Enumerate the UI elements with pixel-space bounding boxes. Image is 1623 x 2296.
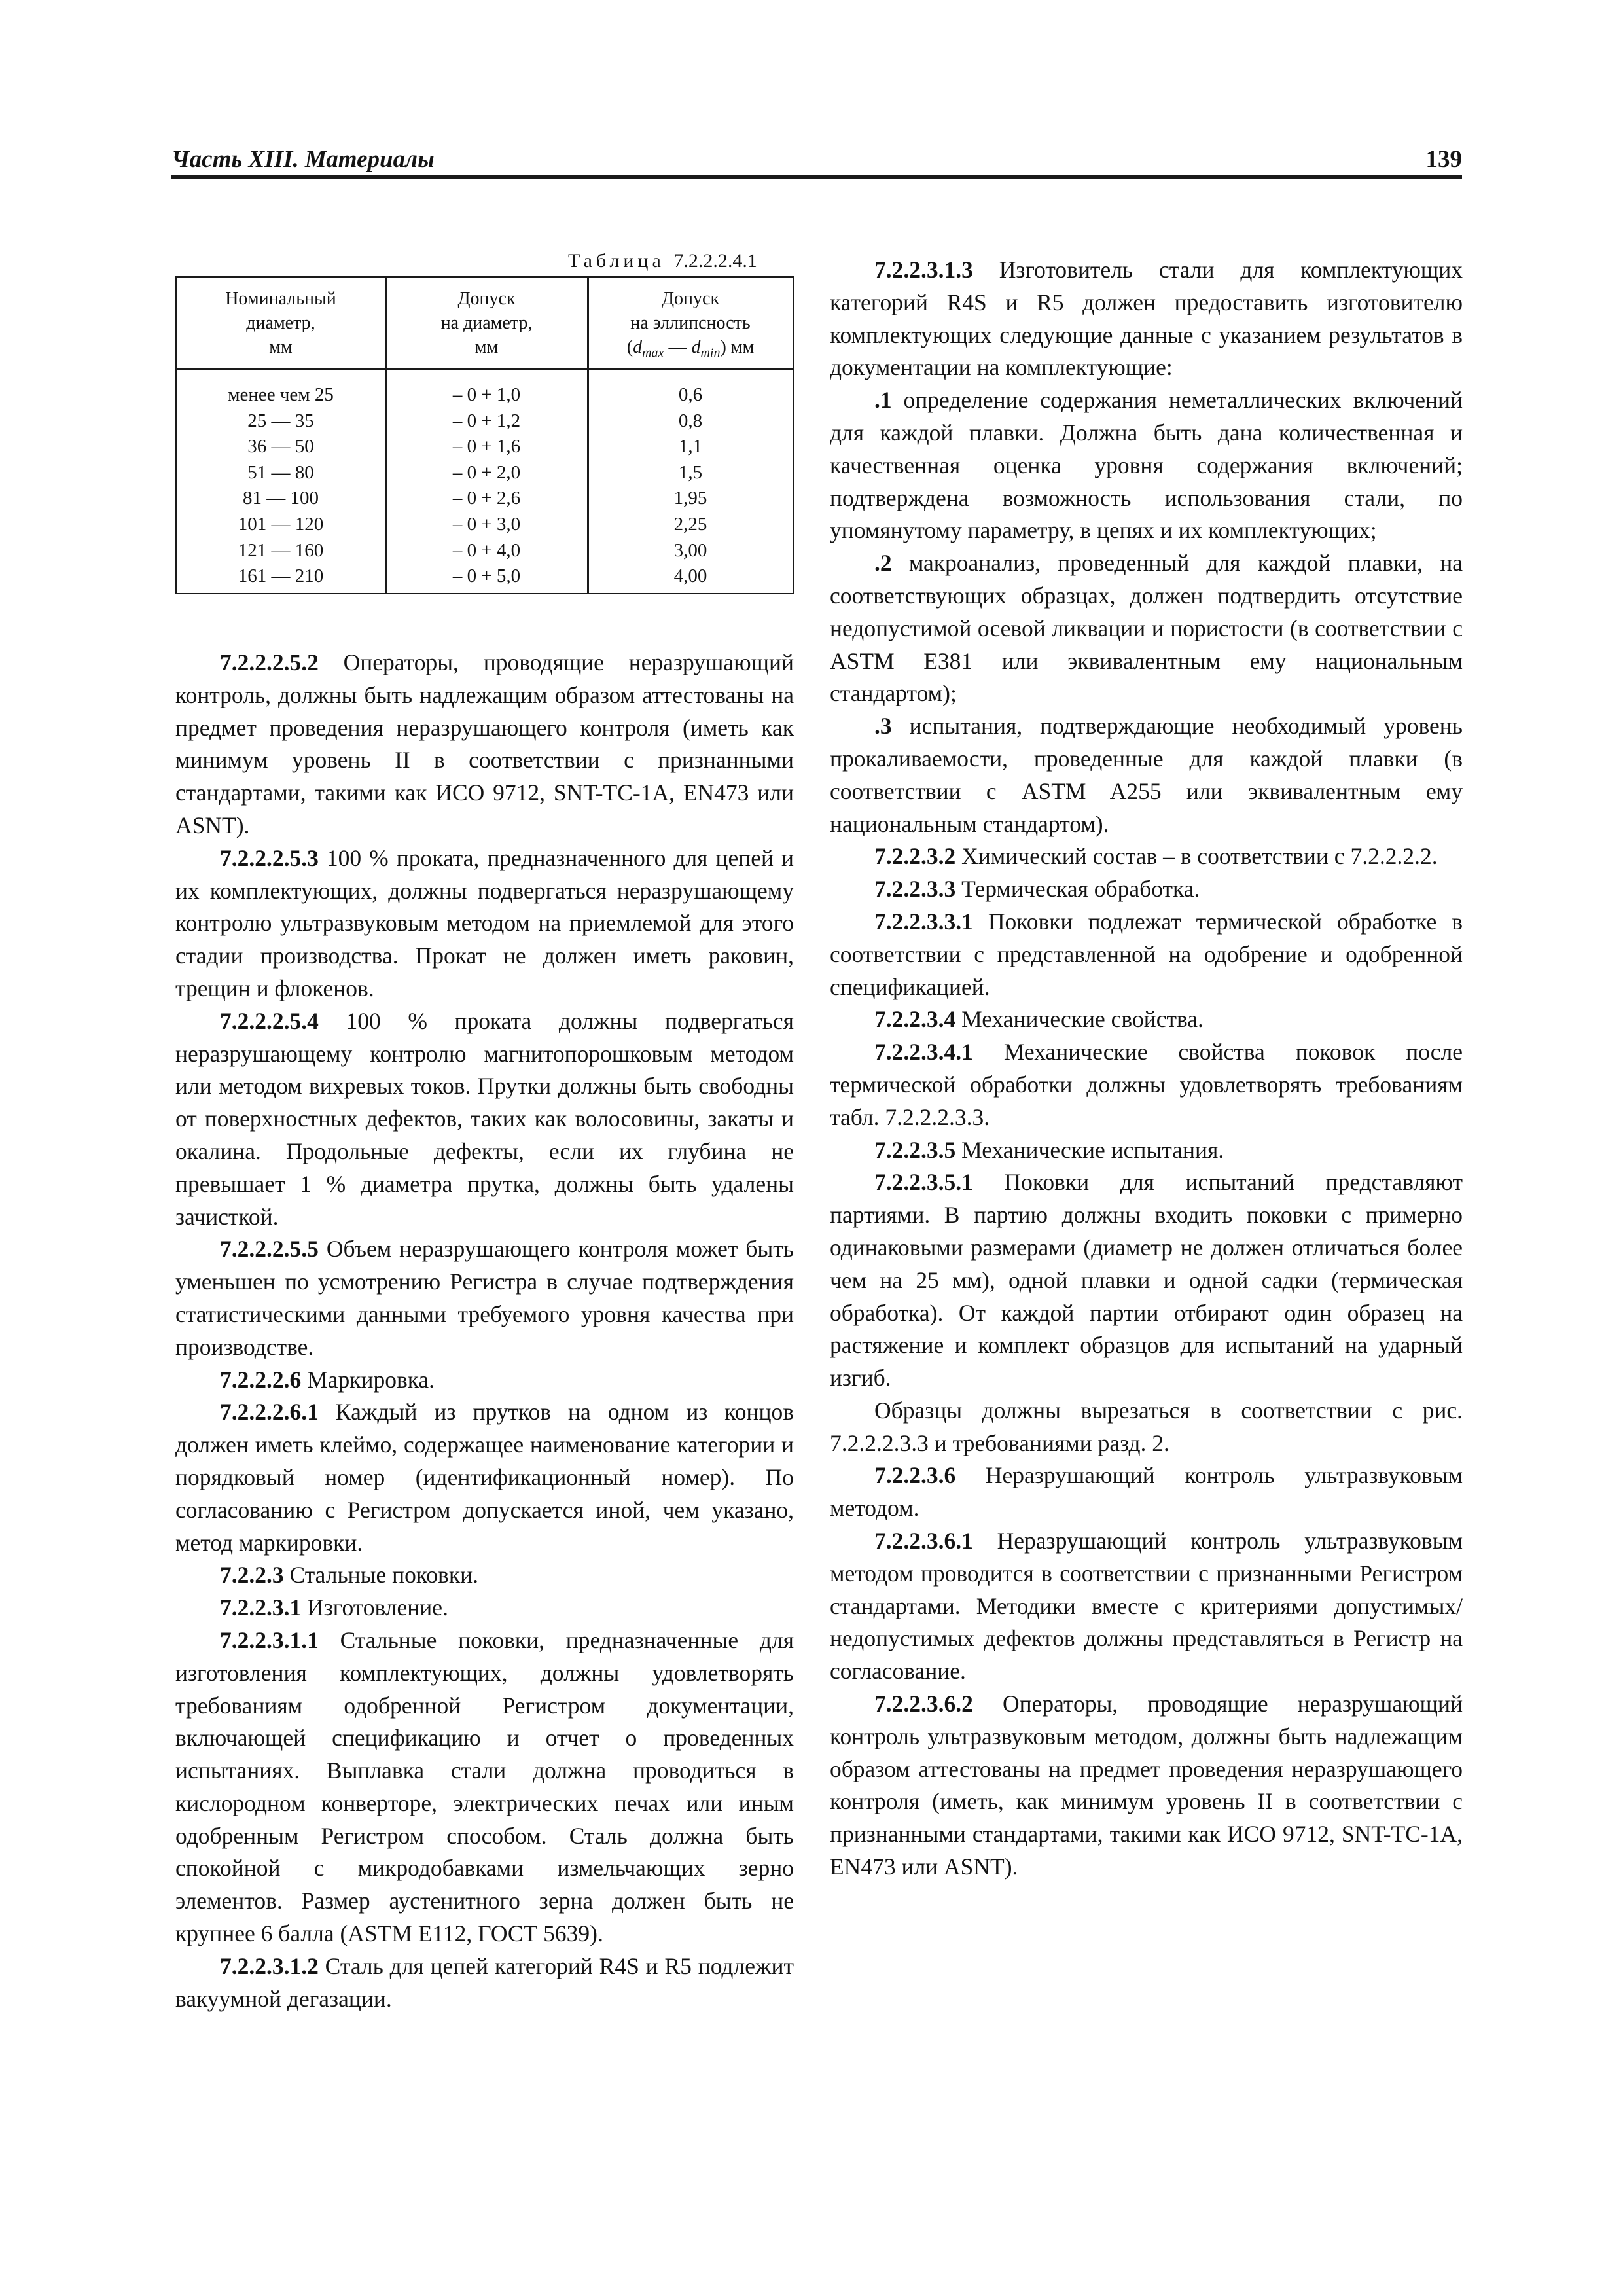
paragraph (830, 1003, 1463, 1036)
paragraph-text: Химический состав – в соответствии с 7.2.2.2.2. (955, 843, 1438, 870)
paragraph (175, 647, 794, 842)
table-caption-word: Таблица (568, 250, 665, 272)
table-cell: 0,8 (678, 410, 703, 431)
paragraph-text: определение содержания неметаллических включений для каждой плавки. Должна быть дана количественная и качественная оценка уровня содержания включений; подтверждена возможность использования стали, по упомянутому параметру, в цепях и их комплектующих; (830, 387, 1463, 544)
table-cell: 51 — 80 (247, 461, 314, 483)
paragraph-text: Операторы, проводящие неразрушающий контроль ультразвуковым методом, должны быть надлежащим образом аттестованы на предмет проведения неразрушающего контроля (иметь, как минимум уровень II в соответствии с признанными стандартами, такими как ИСО 9712, SNT-TC-1A, EN473 или ASNT). (830, 1691, 1463, 1880)
paragraph-text: Изготовитель стали для комплектующих категорий R4S и R5 должен предоставить изготовителю комплектующих следующие данные с указанием результатов в документации на комплектующие: (830, 257, 1463, 381)
table-cell: 161 — 210 (238, 565, 324, 587)
clause-number: 7.2.2.2.5.5 (220, 1236, 319, 1263)
table-cell: – 0 + 1,0 (452, 384, 521, 405)
paragraph-text: Неразрушающий контроль ультразвуковым методом. (830, 1462, 1463, 1522)
table-cell: 2,25 (673, 513, 707, 535)
paragraph (830, 384, 1463, 547)
paragraph-text: испытания, подтверждающие необходимый уровень прокаливаемости, проведенные для каждой плавки (в соответствии с ASTM A255 или эквивалентным ему национальным стандартом). (830, 713, 1463, 837)
table-cell: 1,1 (678, 436, 703, 457)
paragraph (175, 1233, 794, 1363)
paragraph (175, 1592, 794, 1624)
header-line: на эллипсность (630, 313, 751, 333)
header-line: мм (474, 337, 499, 357)
paragraph-text: Стальные поковки, предназначенные для изготовления комплектующих, должны удовлетворять требованиям одобренной Регистром документации, включающей спецификацию и отчет о проведенных испытаниях. Выплавка стали должна проводиться в кислородном конверторе, электрических печах или иным одобренным Регистром способом. Сталь должна быть спокойной с микродобавками измельчающих зерно элементов. Размер аустенитного зерна должен быть не крупнее 6 балла (ASTM E112, ГОСТ 5639). (175, 1626, 794, 1947)
clause-number: 7.2.2.3.1.3 (874, 257, 973, 283)
clause-number: 7.2.2.3.1.2 (220, 1952, 319, 1979)
header-line: на диаметр, (440, 313, 533, 333)
clause-number: 7.2.2.3.1.1 (220, 1626, 319, 1653)
clause-number: 7.2.2.2.5.4 (220, 1007, 319, 1034)
paragraph (830, 1525, 1463, 1688)
paragraph (830, 906, 1463, 1003)
table-cell: – 0 + 2,0 (452, 461, 521, 483)
paragraph-text: Термическая обработка. (955, 876, 1200, 903)
table-header-tolerance (386, 287, 587, 359)
table-column-diameter (177, 382, 385, 590)
paragraph-text: Механические свойства. (955, 1006, 1204, 1033)
header-line: мм (269, 337, 293, 357)
paragraph (175, 1559, 794, 1592)
paragraph-text: Образцы должны вырезаться в соответствии с рис. 7.2.2.2.3.3 и требованиями разд. 2. (830, 1397, 1463, 1456)
paragraph (830, 1688, 1463, 1884)
header-line: Допуск (457, 289, 516, 309)
paragraph (830, 840, 1463, 873)
table-header-ellipticity (588, 287, 793, 366)
paragraph-text: 100 % проката должны подвергаться неразрушающему контролю магнитопорошковым методом или методом вихревых токов. Прутки должны быть свободны от поверхностных дефектов, таких как волосовины, закаты и окалина. Продольные дефекты, если их глубина не превышает 1 % диаметра прутка, должны быть удалены зачисткой. (175, 1007, 794, 1230)
table-cell: 36 — 50 (247, 436, 314, 457)
clause-number: 7.2.2.3.5 (874, 1136, 956, 1163)
paragraph-text: Операторы, проводящие неразрушающий контроль, должны быть надлежащим образом аттестованы на предмет проведения неразрушающего контроля (иметь как минимум уровень II в соответствии с признанными стандартами, такими как ИСО 9712, SNT-TC-1A, EN473 или ASNT). (175, 649, 794, 838)
clause-number: 7.2.2.3.3.1 (874, 908, 973, 935)
clause-number: .1 (874, 387, 892, 414)
table-cell: – 0 + 1,2 (452, 410, 521, 431)
clause-number: 7.2.2.2.5.2 (220, 649, 319, 675)
right-column (830, 254, 1463, 1884)
table-cell: 1,5 (678, 461, 703, 483)
paragraph-text: Неразрушающий контроль ультразвуковым методом проводится в соответствии с признанными Регистром стандартами. Методики вместе с критериями допустимых/недопустимых дефектов должны представляться в Регистр на согласование. (830, 1528, 1463, 1685)
table-cell: 4,00 (673, 565, 707, 587)
table-cell: – 0 + 3,0 (452, 513, 521, 535)
table-cell: менее чем 25 (228, 384, 334, 405)
clause-number: 7.2.2.3.5.1 (874, 1169, 973, 1196)
table-column-tolerance (386, 382, 587, 590)
page-number: 139 (1425, 146, 1462, 173)
header-formula: ($d_{max}$ — $d_{min}$) мм (626, 337, 755, 361)
table-header-diameter (177, 287, 385, 359)
paragraph (830, 1166, 1463, 1395)
paragraph (830, 1036, 1463, 1134)
table-cell: – 0 + 1,6 (452, 436, 521, 457)
paragraph (830, 710, 1463, 840)
left-column (175, 647, 794, 2015)
clause-number: 7.2.2.2.6.1 (220, 1399, 319, 1426)
paragraph (175, 1950, 794, 2016)
table-cell: 101 — 120 (238, 513, 324, 535)
table-cell: – 0 + 4,0 (452, 539, 521, 561)
table-caption (568, 250, 757, 272)
table-cell: – 0 + 5,0 (452, 565, 521, 587)
paragraph (175, 1005, 794, 1234)
paragraph (830, 873, 1463, 906)
paragraph-text: Механические свойства поковок после термической обработки должны удовлетворять требованиям табл. 7.2.2.2.3.3. (830, 1039, 1463, 1130)
paragraph-text: Поковки для испытаний представляют партиями. В партию должны входить поковки с примерно одинаковыми размерами (диаметр не должен отличаться более чем на 25 мм), одной плавки и одной садки (термическая обработка). От каждой партии отбирают один образец на растяжение и комплект образцов для испытаний на ударный изгиб. (830, 1169, 1463, 1391)
clause-number: 7.2.2.3.1 (220, 1594, 302, 1621)
paragraph-text: Механические испытания. (955, 1136, 1224, 1163)
paragraph-text: Сталь для цепей категорий R4S и R5 подлежит вакуумной дегазации. (175, 1952, 794, 2012)
paragraph (175, 1364, 794, 1397)
table-cell: 81 — 100 (243, 488, 319, 509)
clause-number: 7.2.2.3 (220, 1562, 284, 1588)
table-header-rule (177, 368, 793, 370)
header-line: Допуск (661, 289, 720, 309)
clause-number: 7.2.2.3.4.1 (874, 1039, 973, 1066)
paragraph-text: Поковки подлежат термической обработке в соответствии с представленной на одобрение и одобренной спецификацией. (830, 908, 1463, 1000)
table-cell: 0,6 (678, 384, 703, 405)
paragraph-text: Каждый из прутков на одном из концов должен иметь клеймо, содержащее наименование категории и порядковый номер (идентификационный номер). По согласованию с Регистром допускается иной, чем указано, метод маркировки. (175, 1399, 794, 1556)
tolerance-table (175, 276, 794, 594)
header-rule (171, 175, 1462, 179)
table-cell: – 0 + 2,6 (452, 488, 521, 509)
paragraph (830, 1395, 1463, 1460)
paragraph-text: Маркировка. (301, 1366, 435, 1393)
header-line: Номинальный (225, 289, 336, 309)
clause-number: 7.2.2.3.4 (874, 1006, 956, 1033)
paragraph (830, 547, 1463, 710)
clause-number: 7.2.2.2.6 (220, 1366, 302, 1393)
clause-number: .2 (874, 550, 892, 577)
clause-number: 7.2.2.3.2 (874, 843, 956, 870)
paragraph-text: Изготовление. (301, 1594, 448, 1621)
paragraph (830, 1460, 1463, 1525)
clause-number: 7.2.2.2.5.3 (220, 844, 319, 871)
clause-number: 7.2.2.3.6.1 (874, 1528, 973, 1554)
paragraph (830, 1134, 1463, 1167)
paragraph-text: 100 % проката, предназначенного для цепей и их комплектующих, должны подвергаться неразрушающему контролю ультразвуковым методом на приемлемой для этого стадии производства. Прокат не должен иметь раковин, трещин и флокенов. (175, 844, 794, 1001)
page-header (171, 143, 1462, 177)
paragraph-text: Стальные поковки. (283, 1562, 478, 1588)
table-cell: 25 — 35 (247, 410, 314, 431)
paragraph (830, 254, 1463, 384)
section-title: Часть XIII. Материалы (171, 146, 435, 173)
paragraph (175, 842, 794, 1005)
table-column-ellipticity (588, 382, 793, 590)
paragraph (175, 1396, 794, 1559)
table-cell: 3,00 (673, 539, 707, 561)
clause-number: 7.2.2.3.6 (874, 1462, 956, 1489)
table-cell: 121 — 160 (238, 539, 324, 561)
table-cell: 1,95 (673, 488, 707, 509)
clause-number: .3 (874, 713, 892, 740)
paragraph (175, 1624, 794, 1950)
paragraph-text: Объем неразрушающего контроля может быть уменьшен по усмотрению Регистра в случае подтверждения статистическими данными требуемого уровня качества при производстве. (175, 1236, 794, 1360)
header-line: диаметр, (246, 313, 315, 333)
table-caption-number: 7.2.2.2.4.1 (673, 250, 757, 272)
clause-number: 7.2.2.3.6.2 (874, 1691, 973, 1717)
clause-number: 7.2.2.3.3 (874, 876, 956, 903)
paragraph-text: макроанализ, проведенный для каждой плавки, на соответствующих образцах, должен подтвердить отсутствие недопустимой осевой ликвации и пористости (в соответствии с ASTM E381 или эквивалентным ему национальным стандартом); (830, 550, 1463, 707)
